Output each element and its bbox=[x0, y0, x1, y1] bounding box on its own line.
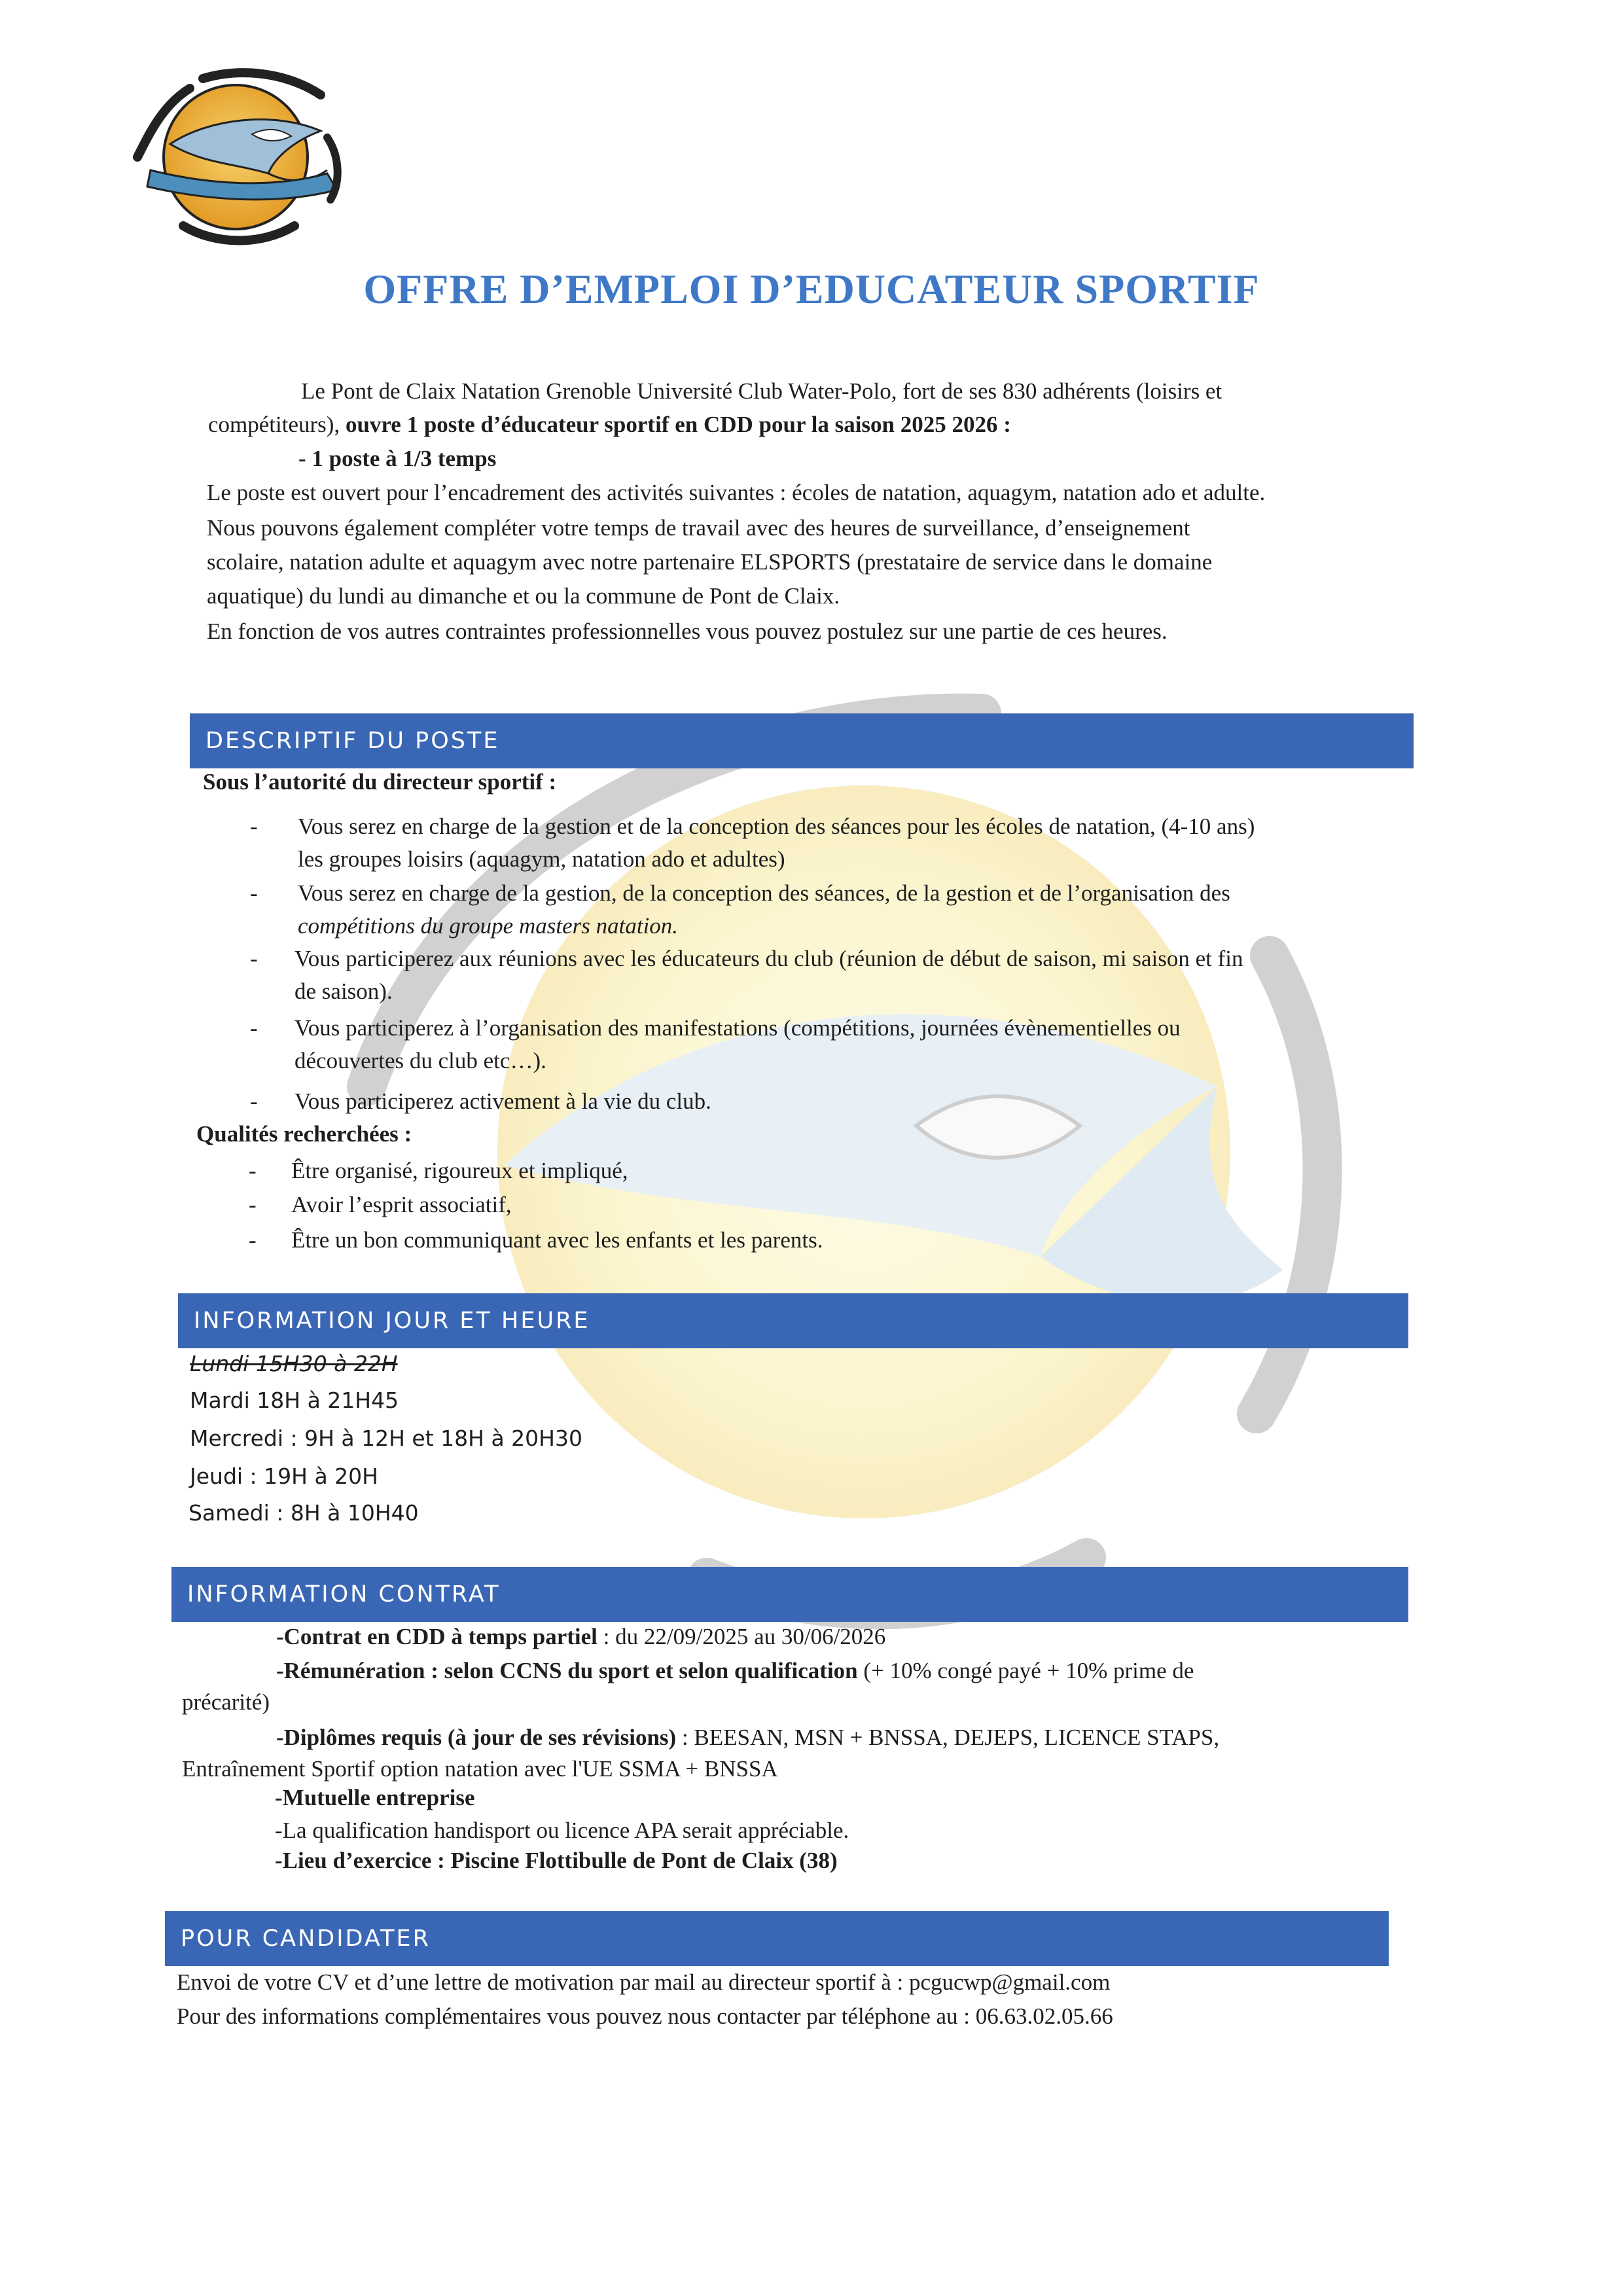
remuneration-detail: (+ 10% congé payé + 10% prime de bbox=[857, 1658, 1194, 1683]
intro-line-2 bbox=[208, 410, 1011, 440]
intro-line-4: Le poste est ouvert pour l’encadrement des activités suivantes : écoles de natation, aquagym, natation ado et adulte. bbox=[207, 480, 1266, 505]
bullet-dash: - bbox=[250, 814, 258, 839]
apply-phone-line: Pour des informations complémentaires vous pouvez nous contacter par téléphone au : 06.63.02.05.66 bbox=[177, 2003, 1113, 2029]
qualities-heading: Qualités recherchées : bbox=[196, 1121, 412, 1147]
duty-3-line-2: de saison). bbox=[294, 978, 393, 1004]
schedule-thursday: Jeudi : 19H à 20H bbox=[190, 1463, 378, 1489]
bullet-dash: - bbox=[250, 1015, 258, 1041]
mutuelle-line: -Mutuelle entreprise bbox=[275, 1785, 475, 1810]
section-heading-contrat: INFORMATION CONTRAT bbox=[171, 1567, 1408, 1622]
intro-line-1: Le Pont de Claix Natation Grenoble Université Club Water-Polo, fort de ses 830 adhérents (loisirs et bbox=[301, 378, 1222, 404]
bullet-dash: - bbox=[250, 946, 258, 971]
schedule-saturday: Samedi : 8H à 10H40 bbox=[188, 1500, 419, 1526]
intro-line-2-bold: ouvre 1 poste d’éducateur sportif en CDD pour la saison 2025 2026 : bbox=[345, 412, 1011, 437]
bullet-dash: - bbox=[250, 1088, 258, 1114]
authority-line: Sous l’autorité du directeur sportif : bbox=[203, 769, 557, 795]
section-heading-poste: DESCRIPTIF DU POSTE bbox=[190, 713, 1414, 768]
section-heading-horaires: INFORMATION JOUR ET HEURE bbox=[178, 1293, 1408, 1348]
quality-2: Avoir l’esprit associatif, bbox=[291, 1192, 512, 1217]
contract-type-line bbox=[276, 1622, 885, 1652]
remuneration-cont: précarité) bbox=[182, 1689, 270, 1715]
bullet-dash: - bbox=[249, 1192, 257, 1217]
apply-email-line: Envoi de votre CV et d’une lettre de motivation par mail au directeur sportif à : pcgucwp@gmail.com bbox=[177, 1969, 1111, 1995]
contract-type-label: -Contrat en CDD à temps partiel bbox=[276, 1624, 597, 1649]
remuneration-label: -Rémunération : selon CCNS du sport et selon qualification bbox=[276, 1658, 858, 1683]
intro-line-3: - 1 poste à 1/3 temps bbox=[298, 446, 497, 471]
diplomas-label: -Diplômes requis (à jour de ses révisions) bbox=[276, 1725, 677, 1750]
diplomas-list: : BEESAN, MSN + BNSSA, DEJEPS, LICENCE STAPS, bbox=[676, 1725, 1220, 1750]
duty-2-line-2: compétitions du groupe masters natation. bbox=[298, 913, 679, 939]
bullet-dash: - bbox=[249, 1227, 257, 1253]
schedule-wednesday: Mercredi : 9H à 12H et 18H à 20H30 bbox=[190, 1426, 582, 1451]
schedule-monday: Lundi 15H30 à 22H bbox=[190, 1351, 398, 1376]
duty-5-line-1: Vous participerez activement à la vie du club. bbox=[294, 1088, 711, 1114]
bullet-dash: - bbox=[249, 1158, 257, 1183]
intro-line-2-plain: compétiteurs), bbox=[208, 412, 346, 437]
workplace-line: -Lieu d’exercice : Piscine Flottibulle de Pont de Claix (38) bbox=[275, 1848, 838, 1873]
duty-1-line-1: Vous serez en charge de la gestion et de la conception des séances pour les écoles de natation, (4-10 ans) bbox=[298, 814, 1255, 839]
intro-line-8: En fonction de vos autres contraintes professionnelles vous pouvez postulez sur une partie de ces heures. bbox=[207, 619, 1168, 644]
bullet-dash: - bbox=[250, 880, 258, 906]
schedule-tuesday: Mardi 18H à 21H45 bbox=[190, 1388, 399, 1413]
diplomas-line bbox=[276, 1723, 1219, 1753]
intro-line-5: Nous pouvons également compléter votre temps de travail avec des heures de surveillance, d’enseignement bbox=[207, 515, 1190, 541]
quality-1: Être organisé, rigoureux et impliqué, bbox=[291, 1158, 628, 1183]
quality-3: Être un bon communiquant avec les enfants et les parents. bbox=[291, 1227, 823, 1253]
section-heading-candidater: POUR CANDIDATER bbox=[165, 1911, 1389, 1966]
diplomas-cont: Entraînement Sportif option natation avec l'UE SSMA + BNSSA bbox=[182, 1756, 778, 1782]
page-title: OFFRE D’EMPLOI D’EDUCATEUR SPORTIF bbox=[363, 266, 1260, 312]
duty-2-line-1: Vous serez en charge de la gestion, de la conception des séances, de la gestion et de l’organisation des bbox=[298, 880, 1230, 906]
remuneration-line bbox=[276, 1656, 1194, 1686]
intro-line-6: scolaire, natation adulte et aquagym avec notre partenaire ELSPORTS (prestataire de service dans le domaine bbox=[207, 549, 1213, 575]
intro-line-7: aquatique) du lundi au dimanche et ou la commune de Pont de Claix. bbox=[207, 583, 840, 609]
duty-4-line-2: découvertes du club etc…). bbox=[294, 1048, 546, 1073]
duty-1-line-2: les groupes loisirs (aquagym, natation ado et adultes) bbox=[298, 846, 785, 872]
club-logo bbox=[111, 59, 373, 255]
duty-3-line-1: Vous participerez aux réunions avec les éducateurs du club (réunion de début de saison, mi saison et fin bbox=[294, 946, 1243, 971]
handisport-line: -La qualification handisport ou licence APA serait appréciable. bbox=[275, 1818, 849, 1843]
duty-4-line-1: Vous participerez à l’organisation des manifestations (compétitions, journées évènementielles ou bbox=[294, 1015, 1181, 1041]
contract-type-dates: : du 22/09/2025 au 30/06/2026 bbox=[597, 1624, 886, 1649]
